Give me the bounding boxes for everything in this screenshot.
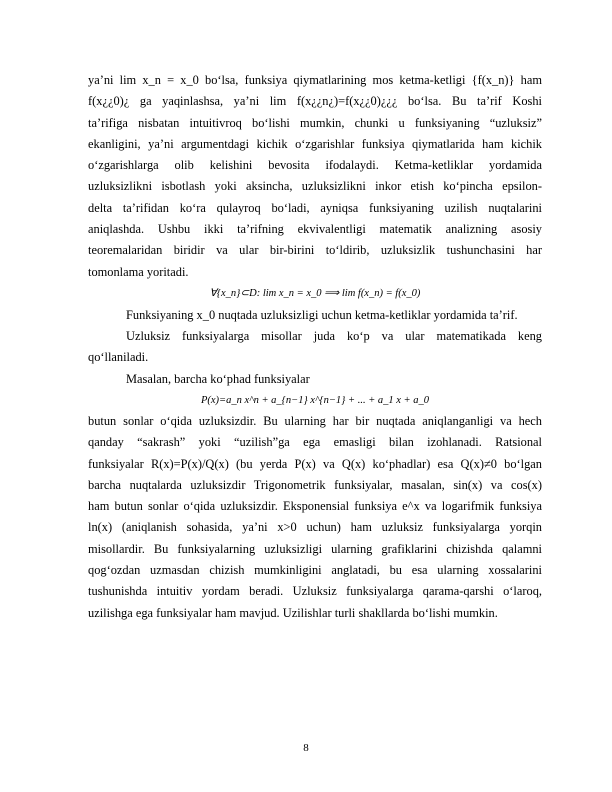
text-line: ln(x) (aniqlanish sohasida, ya’ni x>0 uchun) ham uzluksiz funksiyalarga yorqin [88, 520, 542, 535]
paragraph-2-end [88, 347, 542, 368]
text-line: ekanligini, ya’ni argumentdagi kichik o‘zgarishlar funksiya qiymatlarida ham kichik [88, 136, 542, 151]
text-line: delta ta’rifidan ko‘ra qulayroq bo‘ladi, ayniqsa funksiyaning uzilish nuqtalarini [88, 200, 542, 215]
paragraph-1 [88, 70, 542, 262]
paragraph-1-end [88, 262, 542, 283]
text-line: Uzluksiz funksiyalarga misollar juda ko‘p va ular matematikada keng [126, 329, 542, 343]
paragraph-4 [88, 411, 542, 603]
formula-polynomial [88, 390, 542, 411]
text-line: tushunishda intuitiv yordam beradi. Uzluksiz funksiyalarga qarama-qarshi o‘laroq, [88, 584, 542, 599]
text-line: ham butun sonlar o‘qida uzluksizdir. Eksponensial funksiya e^x va logarifmik funksiya [88, 499, 542, 514]
text-line: qo‘llaniladi. [88, 350, 149, 364]
text-line: qog‘ozdan uzmasdan chizish mumkinligini anglatadi, bu esa ularning xossalarini [88, 563, 542, 578]
text-line: o‘zgarishlarga olib kelishini bevosita ifodalaydi. Ketma-ketliklar yordamida [88, 158, 542, 173]
paragraph-2 [88, 326, 542, 347]
math-formula: P(x)=a_n x^n + a_{n−1} x^{n−1} + ... + a_1 x + a_0 [200, 395, 430, 406]
text-line: misollardir. Bu funksiyalarning uzluksizligi ularning grafiklarini chizishda qalamni [88, 541, 542, 556]
paragraph-3 [88, 369, 580, 390]
text-line: Funksiyaning x_0 nuqtada uzluksizligi uchun ketma-ketliklar yordamida ta’rif. [126, 308, 518, 322]
text-line: ya’ni lim x_n = x_0 bo‘lsa, funksiya qiymatlarining mos ketma-ketligi {f(x_n)} ham [88, 73, 542, 87]
text-line: butun sonlar o‘qida uzluksizdir. Bu ularning har bir nuqtada aniqlanganligi va hech [88, 414, 542, 428]
math-formula: ∀{x_n}⊂D: lim x_n = x_0 ⟹ lim f(x_n) = f(x_0) [209, 288, 421, 299]
text-line: f(x¿¿0)¿ ga yaqinlashsa, ya’ni lim f(x¿¿n¿)=f(x¿¿0)¿¿¿ bo‘lsa. Bu ta’rif Koshi [88, 94, 542, 109]
text-line: uzluksizlikni isbotlash yoki aksincha, uzluksizlikni inkor etish ko‘pincha epsilon- [88, 179, 542, 194]
page-number: 8 [303, 742, 309, 754]
text-line: teoremalaridan biridir va ular bir-birini to‘ldirib, uzluksizlik tushunchasini har [88, 243, 542, 258]
formula-sequence-definition [88, 283, 542, 304]
text-line: Masalan, barcha ko‘phad funksiyalar [126, 372, 310, 386]
paragraph-4-end [88, 603, 542, 624]
text-line: funksiyalar R(x)=P(x)/Q(x) (bu yerda P(x) va Q(x) ko‘phadlar) esa Q(x)≠0 bo‘lgan [88, 456, 542, 471]
definition-line [88, 305, 580, 326]
text-line: uzilishga ega funksiyalar ham mavjud. Uzilishlar turli shakllarda bo‘lishi mumkin. [88, 606, 498, 620]
text-line: barcha nuqtalarda uzluksizdir Trigonometrik funksiyalar, masalan, sin(x) va cos(x) [88, 477, 542, 492]
text-line: ta’rifiga nisbatan intuitivroq bo‘lishi mumkin, chunki u funksiyaning “uzluksiz” [88, 115, 542, 130]
text-line: tomonlama yoritadi. [88, 265, 189, 279]
text-line: aniqlashda. Ushbu ikki ta’rifning ekvivalentligi matematik analizning asosiy [88, 222, 542, 237]
text-line: qanday “sakrash” yoki “uzilish”ga ega emasligi bilan izohlanadi. Ratsional [88, 435, 542, 450]
